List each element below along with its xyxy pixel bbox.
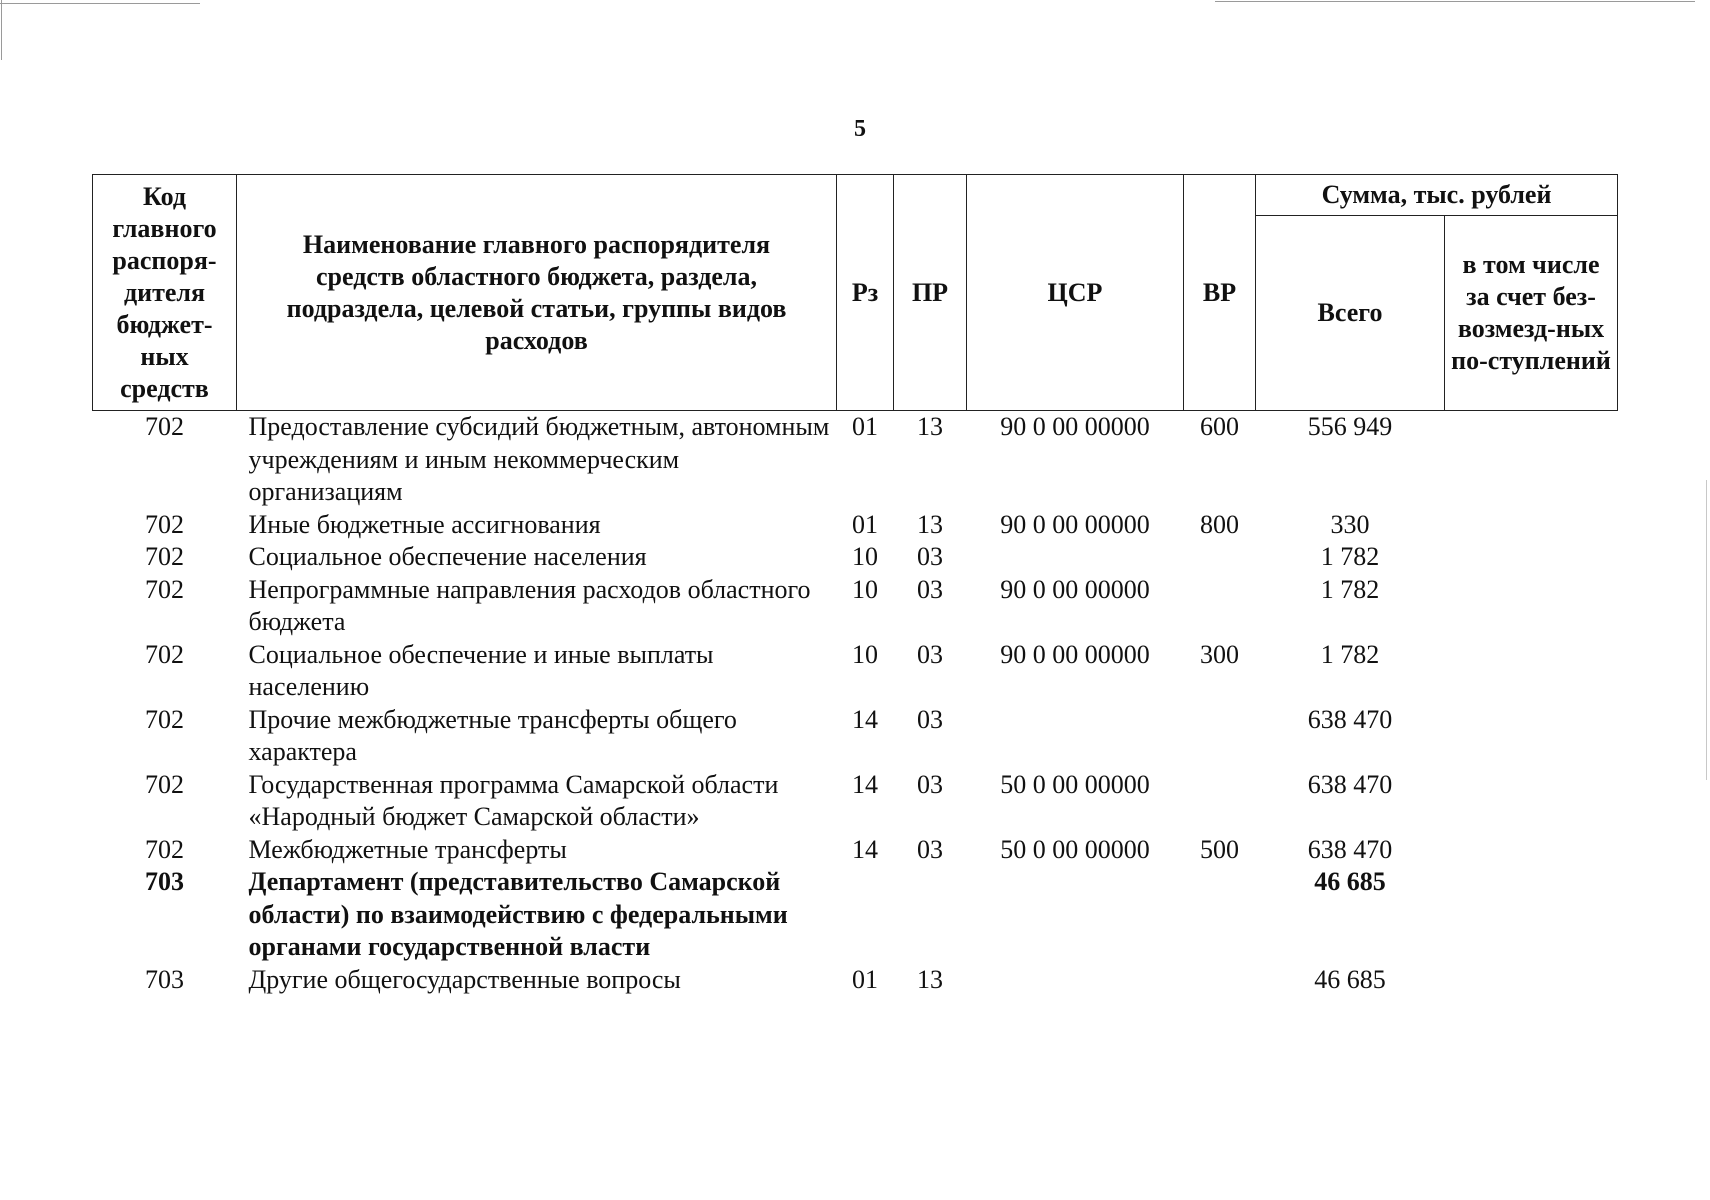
row-pr: 03 <box>917 574 943 604</box>
row-code: 703 <box>145 964 184 994</box>
row-rz: 01 <box>852 412 878 441</box>
row-code: 703 <box>145 867 184 896</box>
table-row-department <box>93 866 1618 964</box>
row-csr: 50 0 00 00000 <box>1000 769 1150 799</box>
scan-edge-right <box>1706 480 1707 780</box>
row-pr: 03 <box>917 639 943 669</box>
row-total: 46 685 <box>1314 867 1386 896</box>
header-rz: Рз <box>837 175 894 411</box>
row-free <box>1445 704 1618 769</box>
row-code: 702 <box>145 542 184 571</box>
row-code: 702 <box>145 704 184 734</box>
row-free <box>1445 964 1618 997</box>
row-csr: 90 0 00 00000 <box>1000 574 1150 604</box>
table-header <box>93 175 1618 411</box>
row-vr <box>1184 769 1256 834</box>
table-row <box>93 541 1618 574</box>
row-name: Департамент (представительство Самарской области) по взаимодействию с федеральными органами государственной власти <box>248 867 788 961</box>
row-csr: 90 0 00 00000 <box>1000 509 1150 539</box>
row-rz: 10 <box>852 574 878 604</box>
row-code: 702 <box>145 509 184 539</box>
row-vr: 600 <box>1200 412 1239 441</box>
row-name: Государственная программа Самарской области «Народный бюджет Самарской области» <box>248 769 779 831</box>
row-code: 702 <box>145 834 184 864</box>
table-row <box>93 704 1618 769</box>
header-code: Код главного распоря-дителя бюджет-ных средств <box>93 175 237 411</box>
table-row <box>93 411 1618 509</box>
row-vr: 500 <box>1200 834 1239 864</box>
row-pr: 03 <box>917 542 943 571</box>
row-csr <box>967 704 1184 769</box>
row-name: Другие общегосударственные вопросы <box>248 964 681 994</box>
header-sum-group: Сумма, тыс. рублей <box>1256 175 1618 216</box>
row-total: 638 470 <box>1307 769 1393 799</box>
header-free: в том числе за счет без-возмезд-ных по-ступлений <box>1445 216 1618 411</box>
row-code: 702 <box>145 769 184 799</box>
scan-edge-top-right <box>1215 1 1695 2</box>
row-pr <box>894 866 967 964</box>
table-row <box>93 964 1618 997</box>
row-rz: 01 <box>852 509 878 539</box>
row-vr <box>1184 964 1256 997</box>
row-vr <box>1184 866 1256 964</box>
row-rz: 14 <box>852 704 878 734</box>
row-rz: 10 <box>852 542 878 571</box>
row-rz: 10 <box>852 639 878 669</box>
row-free <box>1445 639 1618 704</box>
header-pr: ПР <box>894 175 967 411</box>
row-vr <box>1184 574 1256 639</box>
page-number: 5 <box>854 116 866 142</box>
row-rz: 14 <box>852 834 878 864</box>
row-total: 556 949 <box>1307 412 1393 441</box>
row-code: 702 <box>145 574 184 604</box>
row-csr <box>967 964 1184 997</box>
row-pr: 13 <box>917 964 943 994</box>
row-rz <box>837 866 894 964</box>
table-row <box>93 639 1618 704</box>
row-name: Социальное обеспечение и иные выплаты населению <box>248 639 714 701</box>
row-free <box>1445 509 1618 542</box>
row-total: 1 782 <box>1320 639 1380 669</box>
row-total: 638 470 <box>1307 834 1393 864</box>
row-code: 702 <box>145 412 184 441</box>
row-pr: 03 <box>917 704 943 734</box>
row-free <box>1445 541 1618 574</box>
row-pr: 13 <box>917 509 943 539</box>
row-vr <box>1184 704 1256 769</box>
table-row <box>93 574 1618 639</box>
row-code: 702 <box>145 639 184 669</box>
table-row <box>93 834 1618 867</box>
row-name: Межбюджетные трансферты <box>248 834 567 864</box>
row-csr: 90 0 00 00000 <box>1000 412 1150 441</box>
row-total: 1 782 <box>1320 542 1380 571</box>
row-csr: 90 0 00 00000 <box>1000 639 1150 669</box>
row-total: 330 <box>1330 509 1370 539</box>
header-total: Всего <box>1256 216 1445 411</box>
row-free <box>1445 866 1618 964</box>
row-name: Предоставление субсидий бюджетным, автономным учреждениям и иным некоммерческим организациям <box>248 412 830 506</box>
header-name: Наименование главного распорядителя средств областного бюджета, раздела, подраздела, целевой статьи, группы видов расходов <box>237 175 837 411</box>
row-rz: 14 <box>852 769 878 799</box>
budget-table <box>92 174 1618 996</box>
scan-edge-top-left <box>0 3 200 4</box>
row-total: 638 470 <box>1307 704 1393 734</box>
row-free <box>1445 574 1618 639</box>
row-csr <box>967 866 1184 964</box>
row-vr: 800 <box>1200 509 1239 539</box>
row-vr <box>1184 541 1256 574</box>
row-free <box>1445 769 1618 834</box>
row-pr: 03 <box>917 769 943 799</box>
row-csr <box>967 541 1184 574</box>
row-csr: 50 0 00 00000 <box>1000 834 1150 864</box>
header-csr: ЦСР <box>967 175 1184 411</box>
header-vr: ВР <box>1184 175 1256 411</box>
row-name: Прочие межбюджетные трансферты общего характера <box>248 704 737 766</box>
row-free <box>1445 411 1618 509</box>
row-vr: 300 <box>1200 639 1239 669</box>
row-total: 46 685 <box>1314 964 1386 994</box>
row-total: 1 782 <box>1320 574 1380 604</box>
row-pr: 03 <box>917 834 943 864</box>
scan-edge-left <box>1 0 2 60</box>
row-rz: 01 <box>852 964 878 994</box>
row-name: Иные бюджетные ассигнования <box>248 509 601 539</box>
row-pr: 13 <box>917 412 943 441</box>
row-name: Социальное обеспечение населения <box>248 542 647 571</box>
row-free <box>1445 834 1618 867</box>
table-row <box>93 509 1618 542</box>
table-body <box>93 411 1618 997</box>
table-row <box>93 769 1618 834</box>
row-name: Непрограммные направления расходов областного бюджета <box>248 574 811 636</box>
